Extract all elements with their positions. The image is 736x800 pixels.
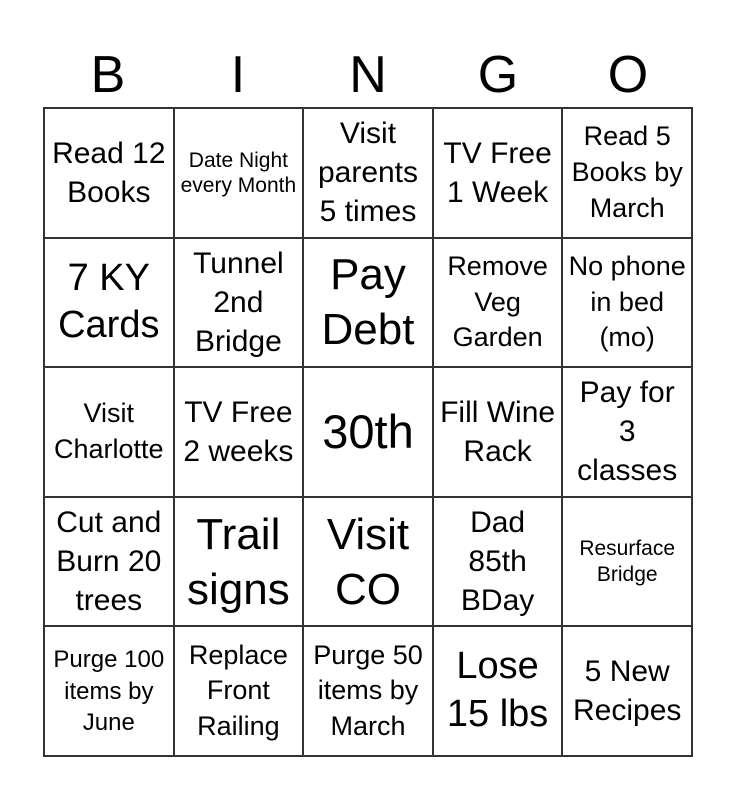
bingo-cell[interactable] [433, 626, 563, 756]
bingo-cell[interactable] [433, 497, 563, 627]
bingo-cell-label: No phone in bed (mo) [568, 250, 686, 353]
bingo-cell[interactable] [433, 367, 563, 497]
bingo-cell-label: Resurface Bridge [579, 537, 676, 586]
bingo-cell[interactable] [562, 497, 692, 627]
bingo-cell[interactable] [174, 108, 304, 238]
bingo-cell-label: Replace Front Railing [188, 639, 288, 741]
bingo-cell-label: Date Night every Month [180, 148, 297, 197]
header-letter-o: O [607, 46, 649, 104]
bingo-cell[interactable] [303, 626, 433, 756]
bingo-cell[interactable] [562, 367, 692, 497]
header-letter-i: I [230, 46, 246, 104]
bingo-cell-label: TV Free 1 Week [443, 136, 552, 209]
bingo-cell[interactable] [303, 497, 433, 627]
bingo-cell-label: TV Free 2 weeks [183, 395, 294, 468]
bingo-cell[interactable] [303, 367, 433, 497]
bingo-cell[interactable] [44, 626, 174, 756]
bingo-cell-label: Pay Debt [321, 250, 415, 355]
bingo-cell-label: Fill Wine Rack [440, 395, 556, 468]
bingo-cell-label: 5 New Recipes [573, 655, 682, 728]
bingo-cell-label: Remove Veg Garden [447, 250, 548, 353]
bingo-cell[interactable] [562, 108, 692, 238]
bingo-cell[interactable] [44, 497, 174, 627]
bingo-cell-label: Tunnel 2nd Bridge [193, 246, 284, 358]
bingo-cell-label: Visit CO [326, 509, 410, 614]
bingo-cell[interactable] [562, 238, 692, 368]
bingo-cell-label: Cut and Burn 20 trees [56, 506, 162, 618]
bingo-cell[interactable] [174, 367, 304, 497]
bingo-cell[interactable] [303, 238, 433, 368]
bingo-board [43, 107, 693, 757]
bingo-cell-label: Read 5 Books by March [571, 121, 683, 223]
bingo-cell-label: Purge 50 items by March [313, 639, 423, 741]
bingo-cell-label: Dad 85th BDay [460, 506, 535, 618]
bingo-cell-label: Visit parents 5 times [317, 117, 419, 229]
bingo-cell-label: Visit Charlotte [54, 398, 164, 464]
bingo-cell[interactable] [433, 238, 563, 368]
bingo-cell-label: Lose 15 lbs [446, 645, 549, 736]
bingo-cell[interactable] [303, 108, 433, 238]
bingo-cell-label: Trail signs [187, 509, 290, 614]
bingo-cell-label: 30th [322, 404, 414, 458]
bingo-cell-label: Read 12 Books [52, 136, 166, 209]
bingo-cell[interactable] [174, 497, 304, 627]
bingo-cell[interactable] [44, 108, 174, 238]
bingo-cell[interactable] [174, 238, 304, 368]
header-letter-b: B [90, 46, 126, 104]
header-letter-g: G [477, 46, 519, 104]
bingo-cell[interactable] [44, 238, 174, 368]
bingo-cell-label: 7 KY Cards [58, 256, 160, 347]
bingo-cell[interactable] [433, 108, 563, 238]
bingo-cell[interactable] [44, 367, 174, 497]
bingo-cell[interactable] [562, 626, 692, 756]
header-letter-n: N [349, 46, 387, 104]
bingo-header [43, 44, 693, 106]
bingo-cell-label: Pay for 3 classes [577, 376, 678, 488]
bingo-cell-label: Purge 100 items by June [53, 646, 165, 736]
bingo-cell[interactable] [174, 626, 304, 756]
